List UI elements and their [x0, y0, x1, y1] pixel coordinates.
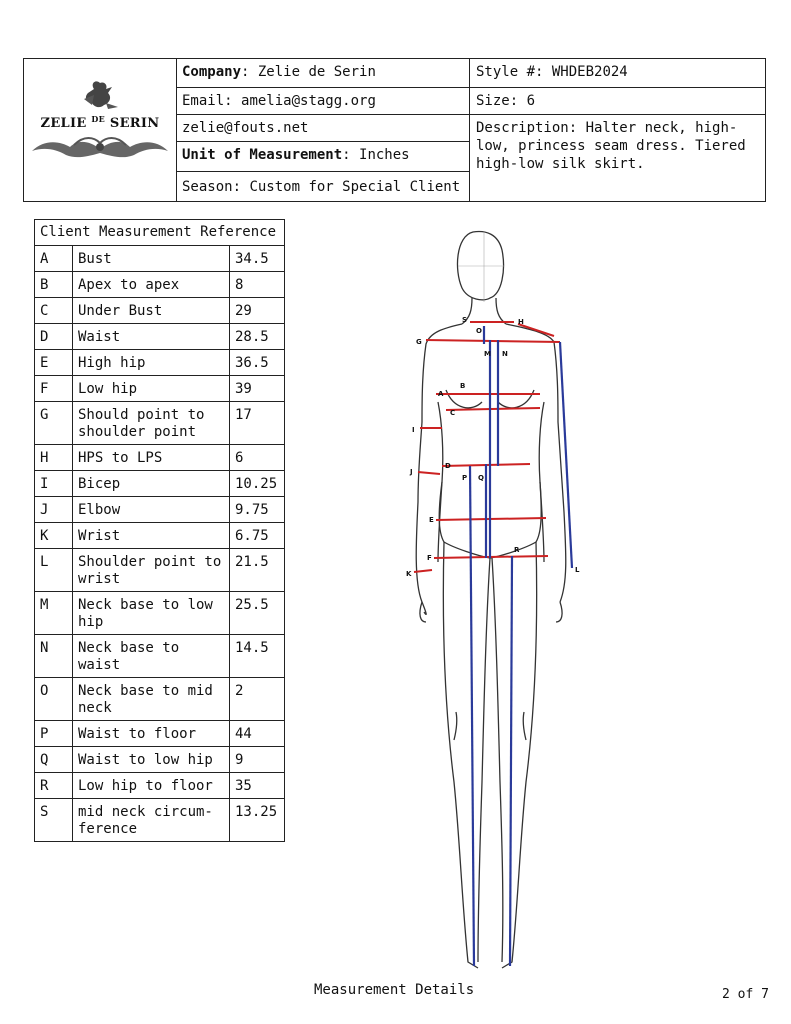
measurement-value: 10.25 [230, 471, 285, 497]
label-n: N [502, 350, 508, 358]
measurement-value: 35 [230, 773, 285, 799]
measurement-name: Neck base to low hip [73, 592, 230, 635]
measurement-key: F [35, 376, 73, 402]
label-c: C [450, 409, 456, 417]
measurement-point-labels [406, 316, 580, 578]
label-e: E [429, 516, 434, 524]
season-cell: Season: Custom for Special Client [176, 172, 470, 201]
label-d: D [445, 462, 451, 470]
email-cell: Email: amelia@stagg.org [176, 88, 470, 115]
email-secondary-cell: zelie@fouts.net [176, 115, 470, 142]
table-row [35, 747, 285, 773]
label-o: O [476, 327, 482, 335]
label-f: F [427, 554, 432, 562]
measurement-table [34, 219, 285, 842]
size-value: 6 [526, 93, 536, 109]
table-row [35, 324, 285, 350]
table-row [35, 246, 285, 272]
label-j: J [410, 468, 413, 476]
page-number: 2 of 7 [722, 987, 769, 1002]
label-k: K [406, 570, 412, 578]
spec-header [23, 58, 766, 202]
measurement-value: 34.5 [230, 246, 285, 272]
measurement-name: Neck base to waist [73, 635, 230, 678]
measurement-key: N [35, 635, 73, 678]
description-value: Halter neck, high-low, princess seam dress. Tiered high-low silk skirt. [476, 120, 746, 172]
measurement-key: R [35, 773, 73, 799]
table-row [35, 523, 285, 549]
vertical-measurement-lines [470, 326, 572, 966]
table-row [35, 272, 285, 298]
logo-cell [24, 59, 177, 201]
unit-value: Inches [359, 147, 410, 163]
style-cell: Style #: WHDEB2024 [470, 59, 765, 88]
measurement-value: 17 [230, 402, 285, 445]
label-h: H [518, 318, 524, 326]
measurement-name: Wrist [73, 523, 230, 549]
measurement-key: H [35, 445, 73, 471]
measurement-name: Low hip [73, 376, 230, 402]
season-value: Custom for Special Client [249, 179, 461, 195]
measurement-name: Bust [73, 246, 230, 272]
measurement-key: D [35, 324, 73, 350]
table-row [35, 635, 285, 678]
measurement-name: Elbow [73, 497, 230, 523]
measurement-key: G [35, 402, 73, 445]
measurement-key: O [35, 678, 73, 721]
measurement-value: 28.5 [230, 324, 285, 350]
measurement-name: HPS to LPS [73, 445, 230, 471]
label-r: R [514, 546, 520, 554]
measurement-name: Bicep [73, 471, 230, 497]
unit-cell: Unit of Measurement: Inches [176, 142, 470, 172]
measurement-name: High hip [73, 350, 230, 376]
table-row [35, 773, 285, 799]
email-value: amelia@stagg.org [241, 93, 376, 109]
table-row [35, 402, 285, 445]
measurement-name: Waist to low hip [73, 747, 230, 773]
measurement-value: 8 [230, 272, 285, 298]
table-row [35, 799, 285, 842]
measurement-key: C [35, 298, 73, 324]
table-row [35, 298, 285, 324]
table-row [35, 376, 285, 402]
table-row [35, 445, 285, 471]
company-cell: Company: Zelie de Serin [176, 59, 470, 88]
measurement-value: 25.5 [230, 592, 285, 635]
company-value: Zelie de Serin [257, 64, 376, 80]
measurement-name: Waist to floor [73, 721, 230, 747]
measurement-key: J [35, 497, 73, 523]
table-row [35, 549, 285, 592]
measurement-key: P [35, 721, 73, 747]
label-s: S [462, 316, 468, 324]
measurement-name: Neck base to mid neck [73, 678, 230, 721]
table-row [35, 471, 285, 497]
table-row [35, 592, 285, 635]
label-b: B [460, 382, 466, 390]
measurement-key: L [35, 549, 73, 592]
measurement-value: 9 [230, 747, 285, 773]
table-row [35, 678, 285, 721]
measurement-value: 13.25 [230, 799, 285, 842]
measurement-name: Under Bust [73, 298, 230, 324]
measurement-name: Shoulder point to wrist [73, 549, 230, 592]
figure-caption: Measurement Details [314, 982, 475, 998]
measurement-name: Apex to apex [73, 272, 230, 298]
label-m: M [484, 350, 491, 358]
measurement-value: 44 [230, 721, 285, 747]
label-i: I [412, 426, 415, 434]
label-a: A [438, 390, 444, 398]
measurement-name: Low hip to floor [73, 773, 230, 799]
measurement-name: mid neck circum-ference [73, 799, 230, 842]
measurement-name: Waist [73, 324, 230, 350]
label-l: L [575, 566, 580, 574]
measurement-value: 6 [230, 445, 285, 471]
measurement-value: 2 [230, 678, 285, 721]
measurement-key: I [35, 471, 73, 497]
measurement-value: 14.5 [230, 635, 285, 678]
table-row [35, 721, 285, 747]
measurement-key: K [35, 523, 73, 549]
measurement-value: 6.75 [230, 523, 285, 549]
measurement-value: 39 [230, 376, 285, 402]
label-p: P [462, 474, 468, 482]
measurement-key: Q [35, 747, 73, 773]
description-cell: Description: Halter neck, high-low, princess seam dress. Tiered high-low silk skirt. [476, 120, 746, 172]
measurement-key: M [35, 592, 73, 635]
measurement-value: 21.5 [230, 549, 285, 592]
label-q: Q [478, 474, 484, 482]
measurement-key: B [35, 272, 73, 298]
measurement-value: 9.75 [230, 497, 285, 523]
label-g: G [416, 338, 422, 346]
size-cell: Size: 6 [470, 88, 765, 115]
measurement-value: 36.5 [230, 350, 285, 376]
measurement-name: Should point to shoulder point [73, 402, 230, 445]
table-title: Client Measurement Reference [35, 220, 285, 246]
style-value: WHDEB2024 [551, 64, 628, 80]
body-measurement-figure [398, 222, 598, 982]
table-caption-row [35, 220, 285, 246]
measurement-value: 29 [230, 298, 285, 324]
table-row [35, 497, 285, 523]
measurement-key: S [35, 799, 73, 842]
brand-logo-text: ZELIE $^{DE}$ SERIN [40, 114, 160, 131]
measurement-key: A [35, 246, 73, 272]
measurement-key: E [35, 350, 73, 376]
table-row [35, 350, 285, 376]
